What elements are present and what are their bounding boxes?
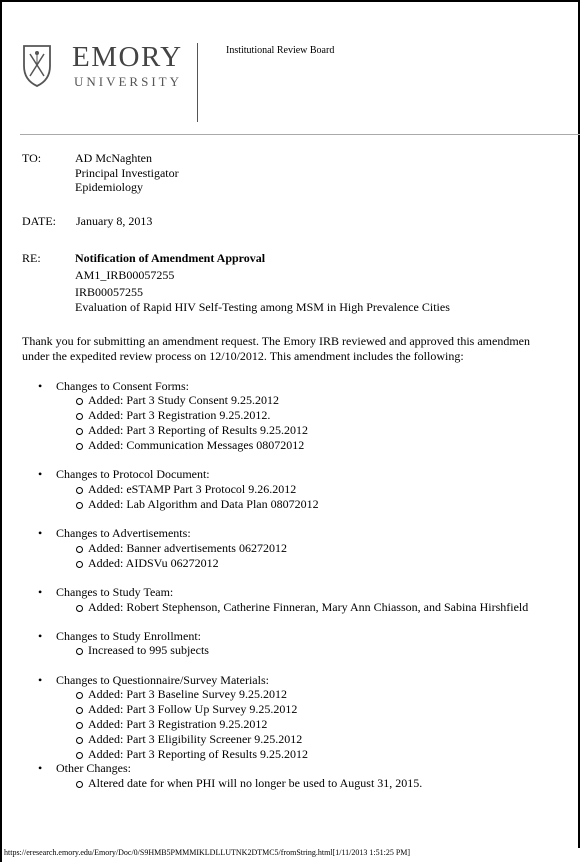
change-heading: • Other Changes: (56, 761, 131, 776)
recipient-name: AD McNaghten (75, 151, 152, 165)
recipient-dept: Epidemiology (75, 180, 143, 194)
change-item: Added: Part 3 Reporting of Results 9.25.2012 (88, 747, 308, 761)
re-label: RE: (22, 251, 41, 265)
header-divider (197, 43, 198, 122)
change-item: Added: Robert Stephenson, Catherine Finneran, Mary Ann Chiasson, and Sabina Hirshfield (88, 600, 529, 614)
change-item: Added: Banner advertisements 06272012 (88, 541, 287, 555)
study-title: Evaluation of Rapid HIV Self-Testing among MSM in High Prevalence Cities (75, 300, 450, 314)
change-item: Altered date for when PHI will no longer be used to August 31, 2015. (88, 776, 423, 790)
change-heading: • Changes to Consent Forms: (56, 379, 189, 394)
intro-line-2: under the expedited review process on 12/10/2012. This amendment includes the following: (22, 349, 464, 363)
page-border-top (0, 0, 580, 2)
date-label: DATE: (22, 214, 56, 228)
change-item: Added: Part 3 Registration 9.25.2012 (88, 717, 268, 731)
to-label: TO: (22, 151, 42, 165)
change-item: Added: Part 3 Registration 9.25.2012. (88, 408, 271, 422)
logo-name: EMORY (72, 41, 183, 73)
change-heading: • Changes to Study Enrollment: (56, 629, 201, 644)
re-title: Notification of Amendment Approval (75, 251, 266, 265)
amendment-id: AM1_IRB00057255 (75, 268, 175, 282)
change-item: Added: Part 3 Eligibility Screener 9.25.2012 (88, 732, 303, 746)
change-item: Added: eSTAMP Part 3 Protocol 9.26.2012 (88, 482, 297, 496)
change-item: Added: Part 3 Baseline Survey 9.25.2012 (88, 687, 287, 701)
shield-icon (22, 44, 52, 88)
date-value: January 8, 2013 (76, 214, 153, 228)
page-url-footer: https://eresearch.emory.edu/Emory/Doc/0/S9HMB5PMMMIKLDLLUTNK2DTMC5/fromString.html[1/11/2013 1:51:25 PM] (4, 848, 411, 857)
intro-line-1: Thank you for submitting an amendment request. The Emory IRB reviewed and approved this amendmen (22, 334, 530, 348)
change-item: Added: Communication Messages 08072012 (88, 438, 305, 452)
study-id: IRB00057255 (75, 285, 144, 299)
change-item: Added: Part 3 Study Consent 9.25.2012 (88, 393, 279, 407)
change-heading: • Changes to Protocol Document: (56, 467, 210, 482)
recipient-role: Principal Investigator (75, 166, 179, 180)
change-heading: • Changes to Questionnaire/Survey Materials: (56, 673, 269, 688)
change-item: Increased to 995 subjects (88, 643, 209, 657)
change-item: Added: Part 3 Follow Up Survey 9.25.2012 (88, 702, 298, 716)
change-item: Added: Lab Algorithm and Data Plan 08072012 (88, 497, 319, 511)
change-heading: • Changes to Advertisements: (56, 526, 191, 541)
change-item: Added: AIDSVu 06272012 (88, 556, 219, 570)
header-rule (20, 134, 580, 135)
page-border-left (0, 0, 2, 862)
change-heading: • Changes to Study Team: (56, 585, 173, 600)
office-name: Institutional Review Board (226, 45, 335, 56)
change-item: Added: Part 3 Reporting of Results 9.25.2012 (88, 423, 308, 437)
logo-subtitle: UNIVERSITY (74, 74, 182, 89)
intro-paragraph (22, 334, 580, 364)
